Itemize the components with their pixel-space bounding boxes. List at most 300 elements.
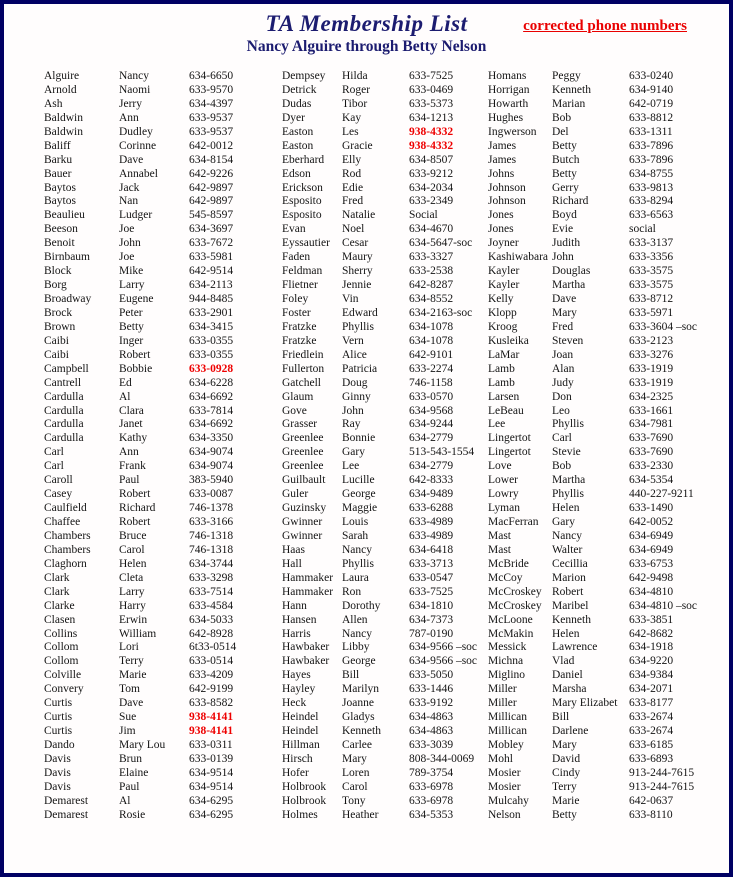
member-phone: 633-3166 xyxy=(189,516,234,528)
corrected-phone-numbers-note: corrected phone numbers xyxy=(523,18,687,34)
member-first-name: Nancy xyxy=(119,70,150,82)
member-last-name: Clarke xyxy=(44,599,75,612)
member-first-name: Doug xyxy=(342,376,368,389)
member-last-name: Lower xyxy=(488,474,519,487)
member-row xyxy=(44,697,282,711)
member-phone: 633-9192 xyxy=(409,697,454,710)
member-first-name: Joe xyxy=(119,223,135,236)
member-first-name: George xyxy=(342,488,376,501)
member-phone: 746-1378 xyxy=(189,502,234,515)
member-phone: 634-9074 xyxy=(189,460,234,473)
member-first-name: Inger xyxy=(119,334,144,347)
member-phone: 633-4584 xyxy=(189,599,234,612)
member-phone: 633-9813 xyxy=(629,181,674,194)
member-phone: 634-6650 xyxy=(189,70,234,82)
member-phone: 633-0240 xyxy=(629,70,674,82)
member-phone: 633-4989 xyxy=(409,516,454,528)
member-row xyxy=(44,126,282,140)
member-last-name: Broadway xyxy=(44,293,92,305)
member-first-name: Stevie xyxy=(552,446,581,459)
member-last-name: Millican xyxy=(488,711,527,724)
member-first-name: John xyxy=(342,404,364,417)
member-phone: 633-3604 –soc xyxy=(629,320,698,333)
member-phone: 633-9537 xyxy=(189,111,234,124)
member-last-name: Foley xyxy=(282,293,309,305)
member-last-name: Curtis xyxy=(44,711,73,724)
member-phone: 913-244-7615 xyxy=(629,780,695,793)
member-phone: 634-2163-soc xyxy=(409,306,473,319)
member-last-name: Horrigan xyxy=(488,83,530,96)
member-phone: 634-9568 xyxy=(409,404,454,417)
member-last-name: Jones xyxy=(488,209,514,222)
member-first-name: Betty xyxy=(552,139,577,152)
member-last-name: Fullerton xyxy=(282,362,325,375)
member-row xyxy=(488,781,726,795)
member-phone: 633-7525 xyxy=(409,70,454,82)
member-phone: 642-9897 xyxy=(189,195,234,208)
member-row xyxy=(44,223,282,237)
member-last-name: Kashiwabara xyxy=(488,251,549,264)
member-phone: 633-8110 xyxy=(629,808,673,821)
member-row xyxy=(488,223,726,237)
member-last-name: Heindel xyxy=(282,725,319,738)
member-phone: 634-5354 xyxy=(629,474,674,487)
member-first-name: Robert xyxy=(552,585,584,598)
member-first-name: Darlene xyxy=(552,725,589,738)
member-first-name: Al xyxy=(119,794,131,807)
member-last-name: Chambers xyxy=(44,529,91,542)
member-last-name: Bauer xyxy=(44,167,72,180)
member-first-name: Ann xyxy=(119,446,139,459)
member-last-name: Collom xyxy=(44,655,79,668)
member-phone: 634-6692 xyxy=(189,390,234,403)
member-phone: Social xyxy=(409,209,438,222)
member-first-name: Gladys xyxy=(342,711,375,724)
member-last-name: Claghorn xyxy=(44,557,87,570)
member-phone: 642-9226 xyxy=(189,167,234,180)
member-first-name: Jim xyxy=(119,725,136,738)
member-phone: 633-3298 xyxy=(189,571,234,584)
member-last-name: Detrick xyxy=(282,83,317,96)
member-last-name: Flietner xyxy=(282,279,318,292)
member-phone: 787-0190 xyxy=(409,627,454,640)
member-phone: 633-0547 xyxy=(409,571,454,584)
member-phone: 634-4863 xyxy=(409,725,454,738)
member-row xyxy=(488,209,726,223)
member-first-name: Mike xyxy=(119,265,144,278)
member-first-name: Vin xyxy=(342,293,359,305)
member-phone: 633-6978 xyxy=(409,794,454,807)
member-first-name: Joe xyxy=(119,251,135,264)
page-header xyxy=(4,4,729,69)
member-row xyxy=(282,795,486,809)
member-row xyxy=(44,251,282,265)
member-row xyxy=(488,335,726,349)
member-last-name: Hawbaker xyxy=(282,641,330,654)
member-phone: 633-3575 xyxy=(629,279,674,292)
member-last-name: Hayley xyxy=(282,683,316,696)
member-row xyxy=(44,363,282,377)
member-row xyxy=(488,140,726,154)
member-row xyxy=(282,488,486,502)
member-first-name: John xyxy=(119,237,141,250)
member-last-name: LeBeau xyxy=(488,404,524,417)
member-phone: 634-1918 xyxy=(629,641,674,654)
member-last-name: Clark xyxy=(44,585,70,598)
member-last-name: Beaulieu xyxy=(44,209,85,222)
member-last-name: Collom xyxy=(44,641,79,654)
member-row xyxy=(44,154,282,168)
member-phone: 642-8333 xyxy=(409,474,454,487)
member-phone: 633-1490 xyxy=(629,502,674,515)
member-first-name: Judy xyxy=(552,376,574,389)
member-first-name: Kenneth xyxy=(552,613,591,626)
member-first-name: Dudley xyxy=(119,125,153,138)
member-last-name: Holmes xyxy=(282,808,318,821)
member-last-name: Clasen xyxy=(44,613,76,626)
member-first-name: Bobbie xyxy=(119,362,153,375)
member-first-name: Nan xyxy=(119,195,139,208)
member-last-name: Haas xyxy=(282,543,305,556)
member-phone: 633-3327 xyxy=(409,251,454,264)
member-phone: 633-3039 xyxy=(409,739,454,751)
member-phone: 633-0355 xyxy=(189,334,234,347)
member-last-name: Gwinner xyxy=(282,516,323,528)
member-row xyxy=(282,697,486,711)
member-phone: 634-8552 xyxy=(409,293,454,305)
member-last-name: Guilbault xyxy=(282,474,326,487)
member-last-name: Hayes xyxy=(282,669,311,682)
member-row xyxy=(488,377,726,391)
member-first-name: Dave xyxy=(119,153,144,166)
member-row xyxy=(282,600,486,614)
member-last-name: Johnson xyxy=(488,195,526,208)
member-row xyxy=(488,600,726,614)
member-last-name: Davis xyxy=(44,780,71,793)
member-first-name: Phyllis xyxy=(552,488,584,501)
member-phone: 808-344-0069 xyxy=(409,752,475,765)
member-row xyxy=(488,84,726,98)
member-phone: 633-8812 xyxy=(629,111,674,124)
member-phone: 642-8682 xyxy=(629,627,674,640)
member-first-name: Lawrence xyxy=(552,641,598,654)
member-row xyxy=(488,544,726,558)
member-first-name: Marie xyxy=(119,669,147,682)
member-first-name: Tony xyxy=(342,794,366,807)
member-phone: 633-7896 xyxy=(629,139,674,152)
member-row xyxy=(282,669,486,683)
member-row xyxy=(282,655,486,669)
member-first-name: Bruce xyxy=(119,529,147,542)
member-first-name: Joanne xyxy=(342,697,374,710)
member-first-name: Hilda xyxy=(342,70,368,82)
member-first-name: Dorothy xyxy=(342,599,381,612)
member-phone: 634-8154 xyxy=(189,153,234,166)
member-row xyxy=(282,586,486,600)
member-last-name: Hughes xyxy=(488,111,524,124)
member-phone: 642-9199 xyxy=(189,683,234,696)
member-last-name: Miller xyxy=(488,683,517,696)
member-first-name: Cleta xyxy=(119,571,144,584)
member-first-name: Nancy xyxy=(342,543,373,556)
member-last-name: Johns xyxy=(488,167,515,180)
member-last-name: Mobley xyxy=(488,739,524,751)
member-last-name: Eberhard xyxy=(282,153,325,166)
member-last-name: Dempsey xyxy=(282,70,326,82)
member-first-name: Mary xyxy=(552,306,577,319)
member-last-name: Greenlee xyxy=(282,460,324,473)
member-last-name: Glaum xyxy=(282,390,314,403)
member-phone: 634-2034 xyxy=(409,181,454,194)
member-phone: 633-0087 xyxy=(189,488,234,501)
member-first-name: Marian xyxy=(552,97,586,110)
member-phone: 938-4141 xyxy=(189,711,234,724)
member-last-name: Hall xyxy=(282,557,302,570)
member-last-name: Hawbaker xyxy=(282,655,330,668)
member-first-name: Judith xyxy=(552,237,581,250)
member-row xyxy=(488,405,726,419)
member-row xyxy=(44,781,282,795)
member-row xyxy=(44,655,282,669)
member-row xyxy=(282,112,486,126)
member-last-name: Carl xyxy=(44,446,64,459)
member-first-name: Betty xyxy=(119,320,144,333)
member-last-name: Cardulla xyxy=(44,418,84,431)
member-phone: 634-3350 xyxy=(189,432,234,445)
member-phone: 633-0514 xyxy=(189,655,234,668)
member-row xyxy=(488,711,726,725)
member-row xyxy=(488,641,726,655)
member-last-name: Lamb xyxy=(488,376,515,389)
member-row xyxy=(488,391,726,405)
member-phone: 633-0355 xyxy=(189,348,234,361)
membership-column-2 xyxy=(282,70,486,823)
member-last-name: McCoy xyxy=(488,571,523,584)
member-row xyxy=(44,809,282,823)
member-row xyxy=(282,572,486,586)
member-last-name: Brock xyxy=(44,306,73,319)
member-row xyxy=(282,628,486,642)
member-first-name: William xyxy=(119,627,157,640)
member-first-name: Butch xyxy=(552,153,580,166)
member-row xyxy=(488,614,726,628)
member-row xyxy=(44,683,282,697)
member-phone: 633-6288 xyxy=(409,502,454,515)
member-first-name: Jerry xyxy=(119,97,142,110)
member-phone: 634-3415 xyxy=(189,320,234,333)
member-row xyxy=(44,140,282,154)
member-row xyxy=(488,725,726,739)
member-row xyxy=(488,251,726,265)
member-row xyxy=(282,544,486,558)
member-phone: 634-6949 xyxy=(629,543,674,556)
member-phone: 634-9384 xyxy=(629,669,674,682)
member-row xyxy=(44,558,282,572)
member-row xyxy=(282,293,486,307)
member-row xyxy=(488,349,726,363)
member-phone: 6t33-0514 xyxy=(189,641,237,654)
member-first-name: Vern xyxy=(342,334,364,347)
member-row xyxy=(282,446,486,460)
member-phone: 634-2071 xyxy=(629,683,674,696)
member-first-name: Corinne xyxy=(119,139,157,152)
member-row xyxy=(488,628,726,642)
member-row xyxy=(282,391,486,405)
member-last-name: Baliff xyxy=(44,139,71,152)
member-phone: 633-4209 xyxy=(189,669,234,682)
member-row xyxy=(44,739,282,753)
member-first-name: Larry xyxy=(119,585,145,598)
member-last-name: Faden xyxy=(282,251,311,264)
member-row xyxy=(488,432,726,446)
member-row xyxy=(488,460,726,474)
member-first-name: Maribel xyxy=(552,599,589,612)
member-row xyxy=(44,349,282,363)
member-row xyxy=(44,237,282,251)
member-first-name: Jack xyxy=(119,181,140,194)
member-last-name: Beeson xyxy=(44,223,78,236)
member-last-name: Baldwin xyxy=(44,111,83,124)
member-row xyxy=(282,154,486,168)
member-first-name: Steven xyxy=(552,334,584,347)
member-phone: 633-2901 xyxy=(189,306,234,319)
member-last-name: Kelly xyxy=(488,293,514,305)
member-row xyxy=(488,279,726,293)
member-last-name: Greenlee xyxy=(282,432,324,445)
member-last-name: Holbrook xyxy=(282,794,327,807)
member-phone: 938-4332 xyxy=(409,139,454,152)
member-phone: 634-3697 xyxy=(189,223,234,236)
member-last-name: Campbell xyxy=(44,362,89,375)
member-first-name: Marsha xyxy=(552,683,587,696)
member-last-name: McMakin xyxy=(488,627,534,640)
member-row xyxy=(282,460,486,474)
member-row xyxy=(282,767,486,781)
member-first-name: Jennie xyxy=(342,279,372,292)
member-row xyxy=(282,377,486,391)
member-phone: 634-6418 xyxy=(409,543,454,556)
member-phone: 634-4863 xyxy=(409,711,454,724)
member-last-name: Chaffee xyxy=(44,516,81,528)
member-phone: 633-2330 xyxy=(629,460,674,473)
member-last-name: McCroskey xyxy=(488,585,542,598)
member-last-name: Clark xyxy=(44,571,70,584)
member-last-name: McBride xyxy=(488,557,529,570)
member-last-name: McLoone xyxy=(488,613,533,626)
member-first-name: Bill xyxy=(552,711,570,724)
member-phone: 634-4397 xyxy=(189,97,234,110)
member-last-name: Carl xyxy=(44,460,64,473)
member-last-name: Casey xyxy=(44,488,73,501)
member-first-name: Eugene xyxy=(119,293,154,305)
member-last-name: Arnold xyxy=(44,83,77,96)
member-last-name: Miglino xyxy=(488,669,526,682)
member-row xyxy=(282,530,486,544)
member-row xyxy=(44,377,282,391)
member-phone: 634-1078 xyxy=(409,320,454,333)
member-phone: 634-2325 xyxy=(629,390,674,403)
member-row xyxy=(282,84,486,98)
member-last-name: Joyner xyxy=(488,237,519,250)
member-last-name: Holbrook xyxy=(282,780,327,793)
member-row xyxy=(488,98,726,112)
member-first-name: Kenneth xyxy=(342,725,381,738)
member-last-name: Jones xyxy=(488,223,514,236)
member-last-name: Alguire xyxy=(44,70,80,82)
member-last-name: Klopp xyxy=(488,306,517,319)
member-phone: 746-1158 xyxy=(409,376,453,389)
member-row xyxy=(282,781,486,795)
member-first-name: Rod xyxy=(342,167,362,180)
member-first-name: Nancy xyxy=(342,627,373,640)
member-first-name: Sue xyxy=(119,711,137,724)
member-phone: 634-7373 xyxy=(409,613,454,626)
member-first-name: Walter xyxy=(552,543,583,556)
member-first-name: Patricia xyxy=(342,362,378,375)
member-row xyxy=(44,502,282,516)
member-phone: 633-0139 xyxy=(189,752,234,765)
member-first-name: Douglas xyxy=(552,265,591,278)
member-last-name: Michna xyxy=(488,655,524,668)
member-phone: 642-9498 xyxy=(629,571,674,584)
member-row xyxy=(282,209,486,223)
member-row xyxy=(44,391,282,405)
member-row xyxy=(282,502,486,516)
member-phone: 938-4141 xyxy=(189,725,234,738)
member-phone: 633-5981 xyxy=(189,251,234,264)
member-last-name: Caulfield xyxy=(44,502,87,515)
member-phone: 633-7690 xyxy=(629,446,674,459)
member-first-name: Laura xyxy=(342,571,369,584)
member-first-name: Ed xyxy=(119,376,132,389)
member-last-name: Baytos xyxy=(44,195,76,208)
member-first-name: Lee xyxy=(342,460,360,473)
member-first-name: Carol xyxy=(119,543,145,556)
member-last-name: Colville xyxy=(44,669,82,682)
member-row xyxy=(488,572,726,586)
member-phone: 634-6692 xyxy=(189,418,234,431)
member-first-name: Clara xyxy=(119,404,144,417)
member-first-name: Don xyxy=(552,390,572,403)
member-last-name: Dudas xyxy=(282,97,312,110)
member-row xyxy=(488,753,726,767)
member-phone: 633-8582 xyxy=(189,697,234,710)
member-row xyxy=(282,349,486,363)
member-row xyxy=(488,154,726,168)
member-last-name: Greenlee xyxy=(282,446,324,459)
member-last-name: James xyxy=(488,139,517,152)
member-first-name: Marion xyxy=(552,571,586,584)
page-title: TA Membership List xyxy=(265,11,468,36)
member-first-name: Dave xyxy=(119,697,144,710)
member-row xyxy=(44,711,282,725)
member-last-name: Esposito xyxy=(282,195,322,208)
member-first-name: Larry xyxy=(119,279,145,292)
member-last-name: Kusleika xyxy=(488,334,529,347)
member-row xyxy=(282,739,486,753)
member-last-name: Dyer xyxy=(282,111,305,124)
member-phone: 634-1810 xyxy=(409,599,454,612)
member-row xyxy=(282,70,486,84)
member-last-name: Block xyxy=(44,265,72,278)
member-row xyxy=(282,809,486,823)
member-row xyxy=(44,335,282,349)
member-phone: 634-4670 xyxy=(409,223,454,236)
member-row xyxy=(488,182,726,196)
member-first-name: Kay xyxy=(342,111,362,124)
member-last-name: Lowry xyxy=(488,488,519,501)
member-phone: 633-2123 xyxy=(629,334,674,347)
